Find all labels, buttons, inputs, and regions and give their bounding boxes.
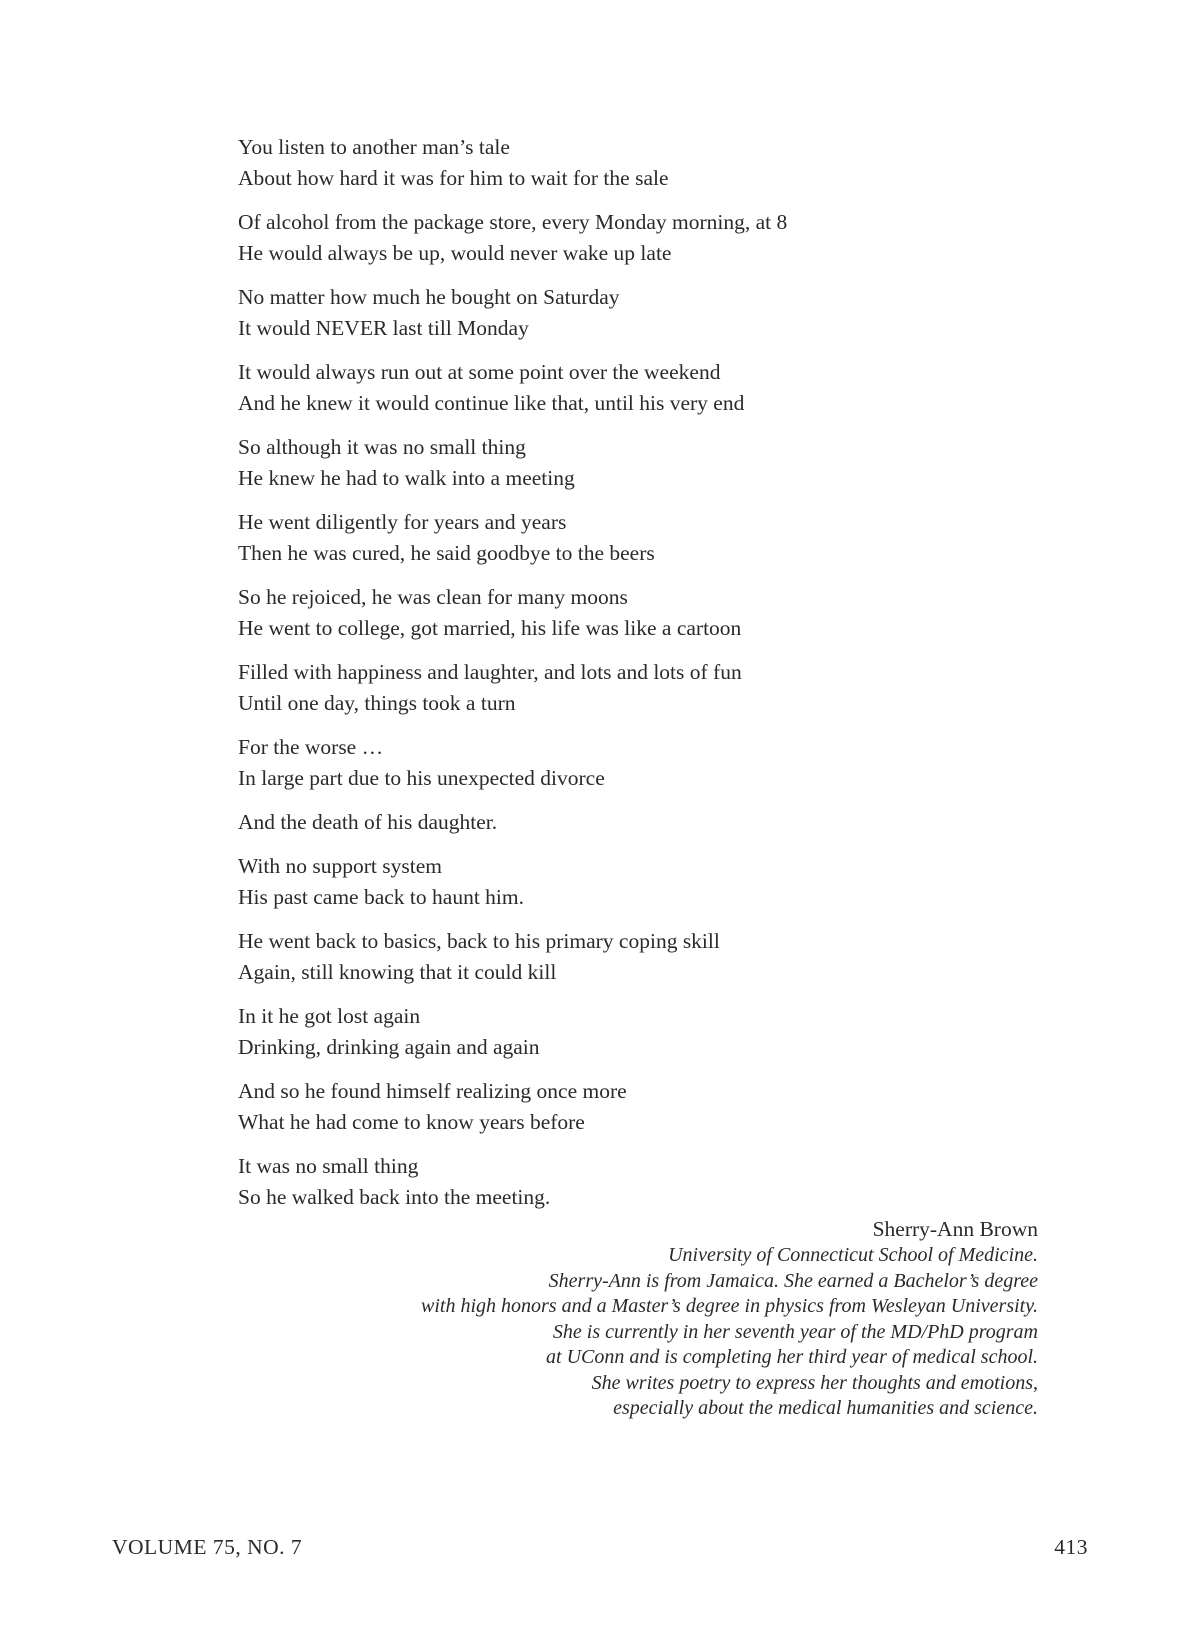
- author-name: Sherry-Ann Brown: [872, 1217, 1038, 1241]
- poem-line: What he had come to know years before: [238, 1110, 585, 1134]
- bio-line: with high honors and a Master’s degree in physics from Wesleyan University.: [421, 1295, 1038, 1317]
- poem-line: Then he was cured, he said goodbye to the beers: [238, 541, 655, 565]
- stanza: [238, 282, 1078, 344]
- poem-line: No matter how much he bought on Saturday: [238, 285, 620, 309]
- stanza: [238, 851, 1078, 913]
- poem-line: It was no small thing: [238, 1154, 419, 1178]
- poem-line: So he rejoiced, he was clean for many moons: [238, 585, 628, 609]
- poem-line: With no support system: [238, 854, 442, 878]
- poem-line: It would NEVER last till Monday: [238, 316, 529, 340]
- poem-line: So he walked back into the meeting.: [238, 1185, 551, 1209]
- page-footer: [112, 1535, 1088, 1565]
- stanza: [238, 207, 1078, 269]
- poem-line: And so he found himself realizing once more: [238, 1079, 627, 1103]
- stanza: [238, 1151, 1078, 1213]
- volume-label: VOLUME 75, NO. 7: [112, 1535, 303, 1559]
- poem-line: Until one day, things took a turn: [238, 691, 516, 715]
- stanza: [238, 507, 1078, 569]
- stanza: [238, 732, 1078, 794]
- page-number: 413: [1054, 1535, 1088, 1559]
- poem-line: Drinking, drinking again and again: [238, 1035, 540, 1059]
- bio-line: University of Connecticut School of Medicine.: [668, 1244, 1038, 1266]
- poem-line: Again, still knowing that it could kill: [238, 960, 557, 984]
- poem-line: You listen to another man’s tale: [238, 135, 510, 159]
- poem-line: And the death of his daughter.: [238, 810, 498, 834]
- poem-line: It would always run out at some point over the weekend: [238, 360, 721, 384]
- poem-line: Of alcohol from the package store, every Monday morning, at 8: [238, 210, 788, 234]
- poem-line: For the worse …: [238, 735, 384, 759]
- stanza: [238, 926, 1078, 988]
- poem-line: He went to college, got married, his life was like a cartoon: [238, 616, 742, 640]
- stanza: [238, 657, 1078, 719]
- stanza: [238, 582, 1078, 644]
- stanza: [238, 132, 1078, 194]
- poem-line: He went diligently for years and years: [238, 510, 567, 534]
- bio-line: She writes poetry to express her thoughts and emotions,: [591, 1371, 1038, 1394]
- poem-line: So although it was no small thing: [238, 435, 526, 459]
- author-bio: [238, 1243, 1038, 1422]
- poem-line: Filled with happiness and laughter, and lots and lots of fun: [238, 660, 742, 684]
- stanza: [238, 1001, 1078, 1063]
- poem-line: He knew he had to walk into a meeting: [238, 466, 575, 490]
- poem-line: In large part due to his unexpected divorce: [238, 766, 605, 790]
- poem-line: In it he got lost again: [238, 1004, 421, 1028]
- poem-line: His past came back to haunt him.: [238, 885, 524, 909]
- poem-line: He went back to basics, back to his primary coping skill: [238, 929, 720, 953]
- bio-line: She is currently in her seventh year of the MD/PhD program: [552, 1320, 1038, 1343]
- bio-line: Sherry-Ann is from Jamaica. She earned a Bachelor’s degree: [548, 1269, 1038, 1292]
- bio-line: especially about the medical humanities and science.: [613, 1397, 1038, 1419]
- stanza: [238, 432, 1078, 494]
- bio-line: at UConn and is completing her third year of medical school.: [546, 1346, 1038, 1368]
- author-byline: [238, 1215, 1038, 1422]
- poem-line: He would always be up, would never wake up late: [238, 241, 672, 265]
- poem-line: And he knew it would continue like that, until his very end: [238, 391, 745, 415]
- poem-body: [238, 132, 1078, 1226]
- stanza: [238, 1076, 1078, 1138]
- stanza: [238, 357, 1078, 419]
- stanza: [238, 807, 1078, 838]
- poem-line: About how hard it was for him to wait for the sale: [238, 166, 669, 190]
